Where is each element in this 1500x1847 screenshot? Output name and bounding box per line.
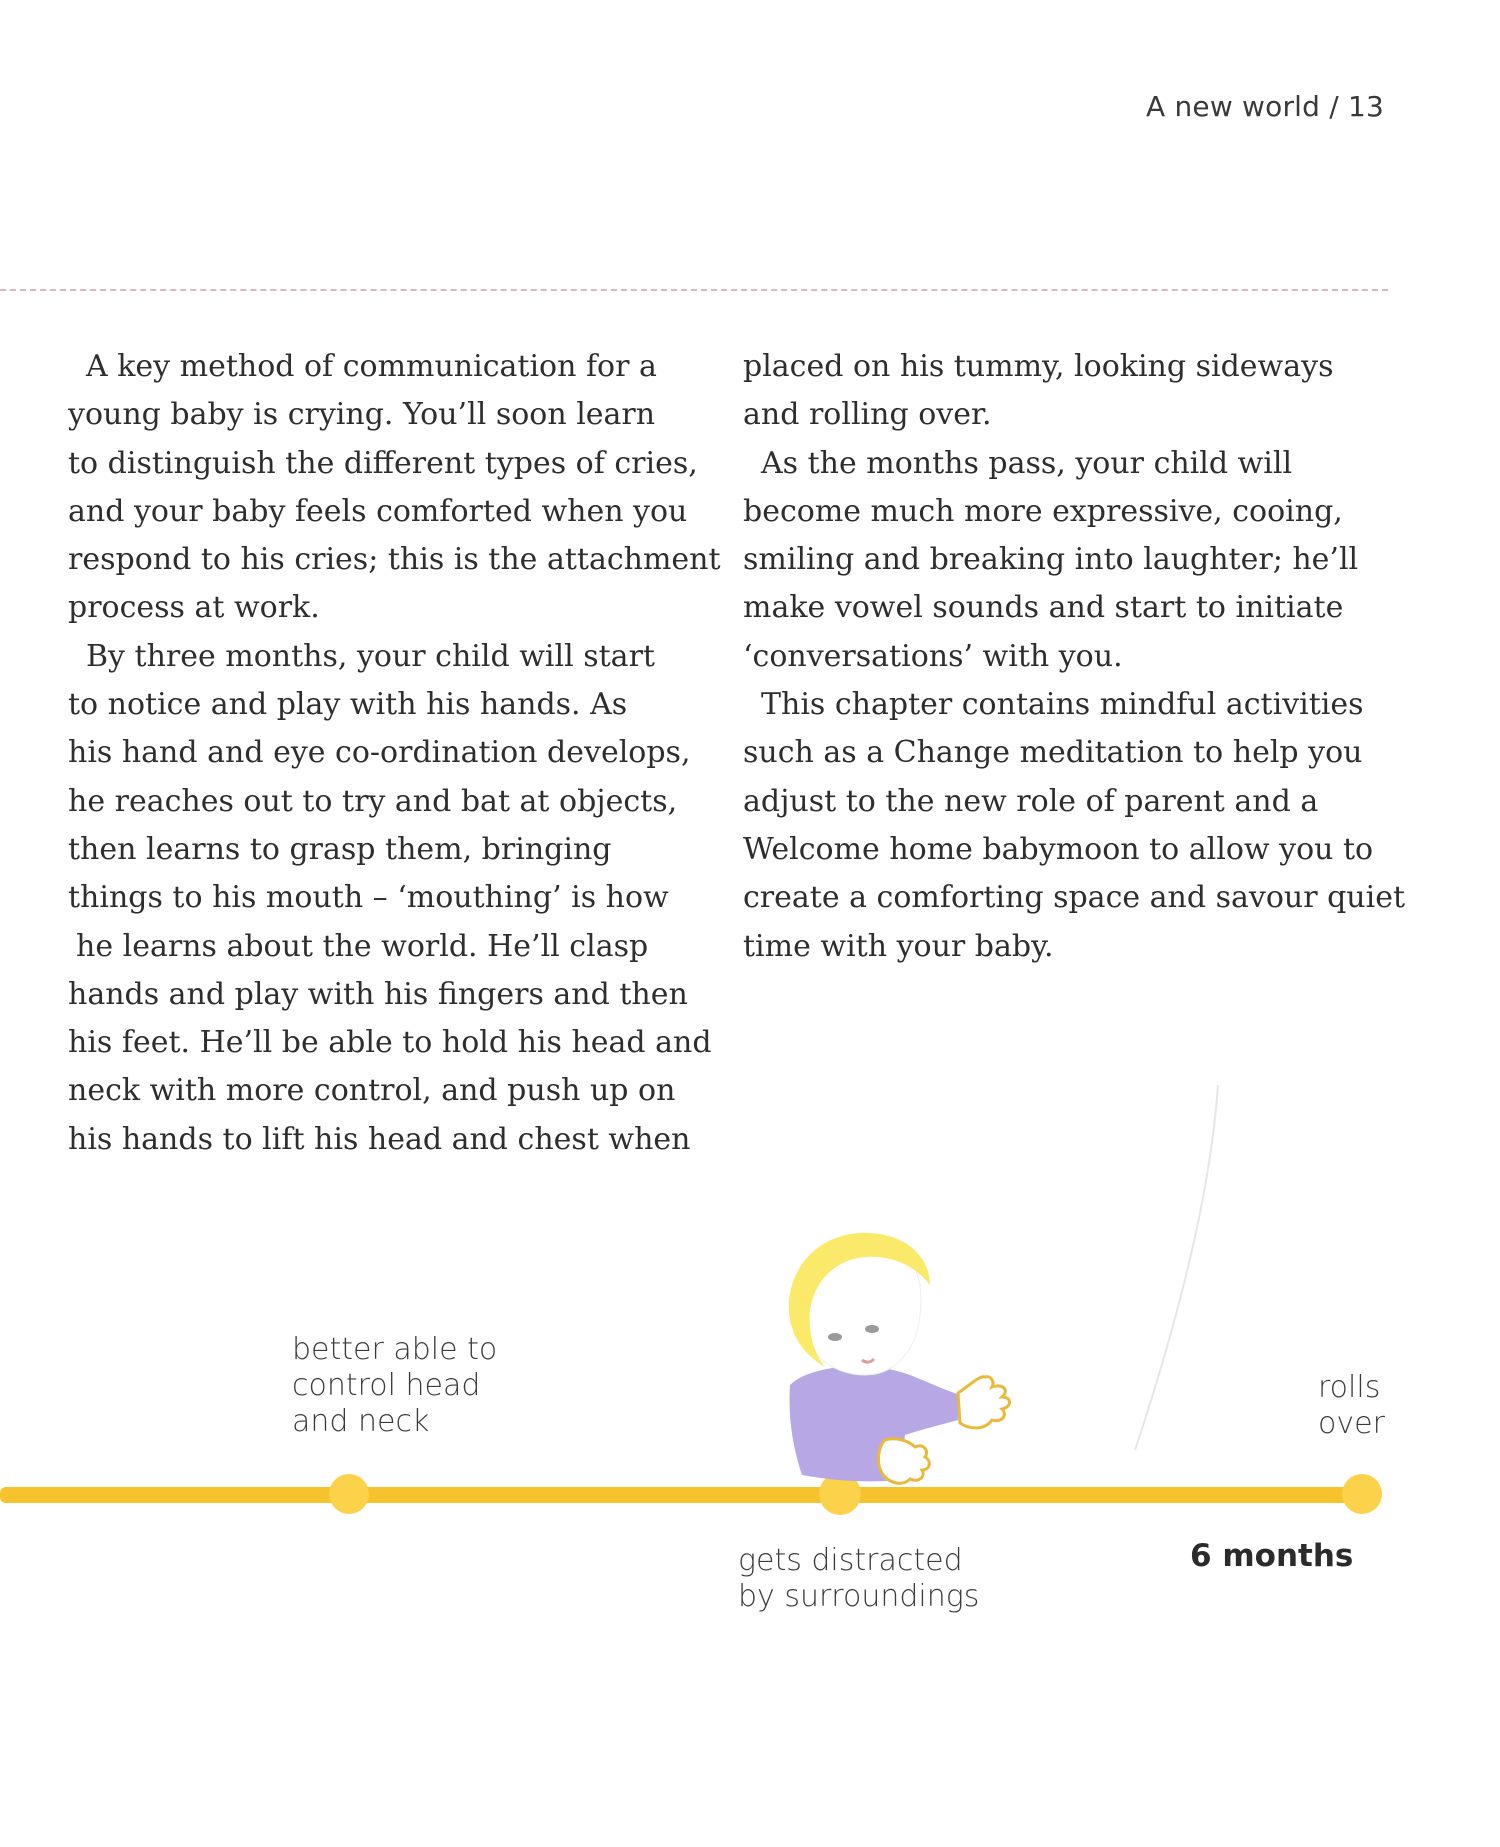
baby-hand-right <box>958 1377 1010 1428</box>
body-line: he learns about the world. He’ll clasp <box>76 928 649 964</box>
body-line: ‘conversations’ with you. <box>743 638 1123 674</box>
body-line: to distinguish the different types of cries, <box>68 445 698 481</box>
body-line: he reaches out to try and bat at objects, <box>68 783 678 819</box>
body-line: and your baby feels comforted when you <box>68 493 688 529</box>
body-line: his feet. He’ll be able to hold his head and <box>68 1025 712 1061</box>
body-line: such as a Change meditation to help you <box>743 735 1363 771</box>
timeline-dot-rolls <box>1342 1474 1382 1514</box>
timeline-dot-head <box>329 1474 369 1514</box>
baby-hand-left <box>878 1439 929 1483</box>
body-line: and rolling over. <box>743 397 992 433</box>
body-line: his hand and eye co-ordination develops, <box>68 735 691 771</box>
baby-eye-right <box>865 1325 879 1333</box>
body-line: Welcome home babymoon to allow you to <box>743 831 1374 867</box>
body-line: placed on his tummy, looking sideways <box>743 349 1334 384</box>
milestone-head-control <box>292 1332 497 1440</box>
body-line: respond to his cries; this is the attachment <box>68 542 721 578</box>
baby-illustration <box>780 1225 1040 1495</box>
timeline-line <box>0 1487 1366 1503</box>
body-line: By three months, your child will start <box>86 638 655 674</box>
milestone-line: gets distracted <box>738 1543 963 1578</box>
body-line: adjust to the new role of parent and a <box>743 783 1319 819</box>
decorative-curve <box>1135 1085 1218 1450</box>
baby-eye-left <box>828 1333 842 1341</box>
body-line: become much more expressive, cooing, <box>743 493 1343 529</box>
milestone-line: better able to <box>292 1332 498 1367</box>
body-line: A key method of communication for a <box>86 349 657 384</box>
milestone-rolls-over <box>1318 1370 1385 1442</box>
body-line: As the months pass, your child will <box>761 445 1293 481</box>
body-line: then learns to grasp them, bringing <box>68 831 612 867</box>
milestone-line: by surroundings <box>738 1579 980 1614</box>
body-line: hands and play with his fingers and then <box>68 976 688 1012</box>
milestone-line: over <box>1318 1406 1385 1441</box>
milestone-line: control head <box>292 1368 481 1403</box>
body-line: neck with more control, and push up on <box>68 1073 676 1109</box>
body-line: This chapter contains mindful activities <box>761 687 1364 723</box>
body-line: create a comforting space and savour quiet <box>743 880 1406 916</box>
body-line: process at work. <box>68 590 320 626</box>
body-line: to notice and play with his hands. As <box>68 687 628 723</box>
milestone-line: rolls <box>1318 1370 1381 1405</box>
baby-shirt <box>790 1366 961 1481</box>
milestone-distracted <box>738 1543 979 1615</box>
body-line: his hands to lift his head and chest when <box>68 1121 691 1157</box>
body-line: smiling and breaking into laughter; he’ll <box>743 542 1359 578</box>
body-line: young baby is crying. You’ll soon learn <box>68 397 656 433</box>
body-line: things to his mouth – ‘mouthing’ is how <box>68 880 669 916</box>
milestone-line: and neck <box>292 1404 430 1439</box>
running-head: A new world / 13 <box>1146 90 1384 123</box>
body-line: make vowel sounds and start to initiate <box>743 590 1344 626</box>
body-line: time with your baby. <box>743 928 1054 964</box>
age-label: 6 months <box>1190 1538 1354 1574</box>
